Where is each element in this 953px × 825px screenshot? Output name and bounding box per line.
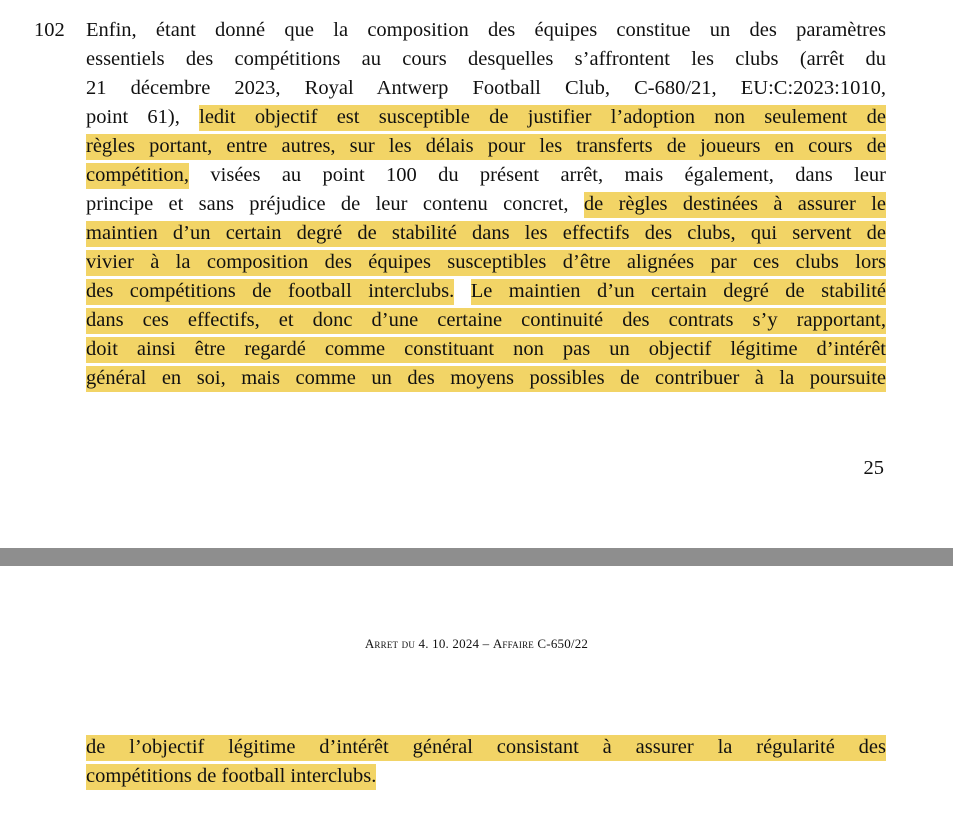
highlighted-text: dans ces effectifs, et donc d’une certaine continuité des contrats s’y rapportant,: [86, 308, 886, 334]
running-header: [0, 636, 953, 652]
paragraph-line: [86, 365, 886, 394]
paragraph-line: [86, 307, 886, 336]
paragraph-line: [86, 220, 886, 249]
paragraph-line: [86, 17, 886, 46]
highlighted-text: de l’objectif légitime d’intérêt général consistant à assurer la régularité des: [86, 735, 886, 761]
paragraph-line: [86, 133, 886, 162]
text-segment: 21 décembre 2023, Royal Antwerp Football Club, C-680/21, EU:C:2023:1010,: [86, 77, 886, 99]
highlighted-text: vivier à la composition des équipes susceptibles d’être alignées par ces clubs lors: [86, 250, 886, 276]
paragraph-line: [86, 46, 886, 75]
highlighted-text: règles portant, entre autres, sur les délais pour les transferts de joueurs en cours de: [86, 134, 886, 160]
paragraph-line: [86, 278, 886, 307]
text-segment: Enfin, étant donné que la composition des équipes constitue un des paramètres: [86, 19, 886, 41]
paragraph-line: [86, 104, 886, 133]
continuation-body: [86, 734, 886, 792]
page-number: 25: [863, 457, 884, 479]
highlighted-text: des compétitions de football interclubs.: [86, 279, 454, 305]
text-segment: [454, 280, 470, 302]
highlighted-text: général en soi, mais comme un des moyens possibles de contribuer à la poursuite: [86, 366, 886, 392]
continuation-line: [86, 734, 886, 763]
page-separator: [0, 548, 953, 566]
text-segment: principe et sans préjudice de leur contenu concret,: [86, 193, 584, 215]
highlighted-text: ledit objectif est susceptible de justifier l’adoption non seulement de: [199, 105, 886, 131]
text-segment: essentiels des compétitions au cours desquelles s’affrontent les clubs (arrêt du: [86, 48, 886, 70]
paragraph-line: [86, 336, 886, 365]
paragraph-line: [86, 162, 886, 191]
highlighted-text: doit ainsi être regardé comme constituant non pas un objectif légitime d’intérêt: [86, 337, 886, 363]
text-segment: point 61),: [86, 106, 200, 128]
highlighted-text: compétitions de football interclubs.: [86, 764, 376, 790]
running-header-judgment: Arret du 4. 10. 2024: [364, 636, 480, 651]
running-header-case: Affaire C-650/22: [492, 636, 589, 651]
continuation-line: [86, 763, 886, 792]
running-header-dash: –: [479, 636, 493, 651]
document-page-lower: [0, 566, 953, 825]
paragraph-body: [86, 17, 886, 394]
highlighted-text: compétition,: [86, 163, 189, 189]
highlighted-text: maintien d’un certain degré de stabilité dans les effectifs des clubs, qui servent de: [86, 221, 886, 247]
text-segment: visées au point 100 du présent arrêt, mais également, dans leur: [189, 164, 886, 186]
paragraph-line: [86, 249, 886, 278]
paragraph-number: 102: [34, 19, 65, 41]
paragraph-line: [86, 191, 886, 220]
highlighted-text: Le maintien d’un certain degré de stabilité: [471, 279, 886, 305]
paragraph-line: [86, 75, 886, 104]
highlighted-text: de règles destinées à assurer le: [584, 192, 886, 218]
